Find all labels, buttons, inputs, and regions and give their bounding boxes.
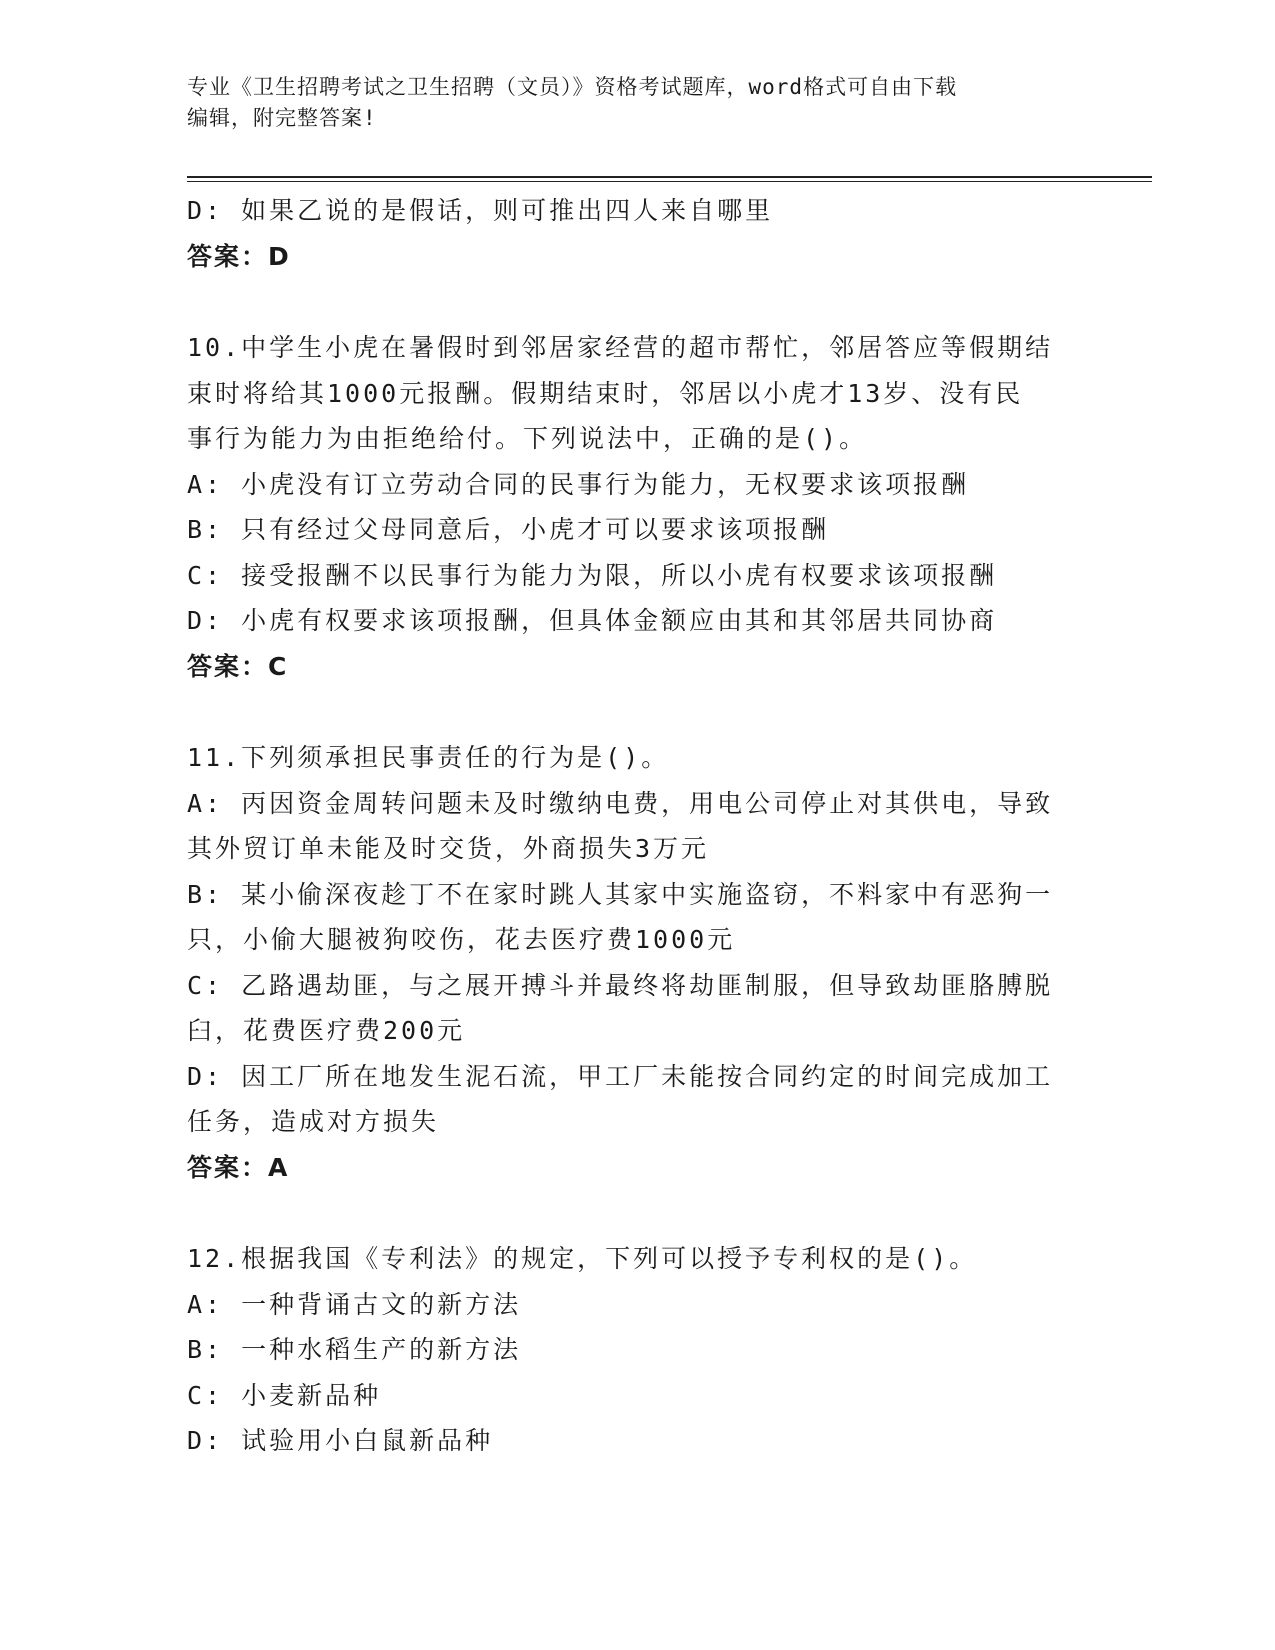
page-header <box>187 72 1067 134</box>
header-line-2: 编辑，附完整答案! <box>187 106 377 130</box>
q10-option-a: A: 小虎没有订立劳动合同的民事行为能力，无权要求该项报酬 <box>187 469 970 499</box>
q11-option-c-line-2: 臼，花费医疗费200元 <box>187 1016 466 1045</box>
q11-option-c-line-1: C: 乙路遇劫匪，与之展开搏斗并最终将劫匪制服，但导致劫匪胳膊脱 <box>187 970 1054 1000</box>
q11-option-b-line-2: 只，小偷大腿被狗咬伤，花去医疗费1000元 <box>187 925 736 954</box>
q10-stem-line-3: 事行为能力为由拒绝给付。下列说法中，正确的是()。 <box>187 424 868 453</box>
q10-stem-line-1: 10.中学生小虎在暑假时到邻居家经营的超市帮忙，邻居答应等假期结 <box>187 333 1054 362</box>
q11-option-a-line-2: 其外贸订单未能及时交货，外商损失3万元 <box>187 834 710 863</box>
q12-stem: 12.根据我国《专利法》的规定，下列可以授予专利权的是()。 <box>187 1244 978 1273</box>
q9-answer: 答案：D <box>187 241 291 271</box>
question-9 <box>187 188 1087 279</box>
question-content <box>187 188 1087 1464</box>
question-10 <box>187 325 1087 689</box>
q11-option-d-line-2: 任务，造成对方损失 <box>187 1107 440 1136</box>
q10-stem-line-2: 束时将给其1000元报酬。假期结束时，邻居以小虎才13岁、没有民 <box>187 378 1024 408</box>
header-divider-thin <box>187 181 1152 182</box>
q11-stem: 11.下列须承担民事责任的行为是()。 <box>187 743 670 772</box>
q10-option-b: B: 只有经过父母同意后，小虎才可以要求该项报酬 <box>187 515 830 544</box>
header-divider-thick <box>187 176 1152 178</box>
header-line-1: 专业《卫生招聘考试之卫生招聘（文员）》资格考试题库，word格式可自由下载 <box>187 75 958 99</box>
question-11 <box>187 735 1087 1190</box>
q11-option-d-line-1: D: 因工厂所在地发生泥石流，甲工厂未能按合同约定的时间完成加工 <box>187 1061 1054 1091</box>
q10-option-d: D: 小虎有权要求该项报酬，但具体金额应由其和其邻居共同协商 <box>187 606 998 635</box>
q12-option-d: D: 试验用小白鼠新品种 <box>187 1426 494 1455</box>
q12-option-c: C: 小麦新品种 <box>187 1380 382 1410</box>
q11-answer: 答案：A <box>187 1152 290 1182</box>
q11-option-a-line-1: A: 丙因资金周转问题未及时缴纳电费，用电公司停止对其供电，导致 <box>187 788 1054 818</box>
q12-option-a: A: 一种背诵古文的新方法 <box>187 1289 522 1319</box>
q9-option-d: D: 如果乙说的是假话，则可推出四人来自哪里 <box>187 196 774 225</box>
question-12 <box>187 1236 1087 1464</box>
q11-option-b-line-1: B: 某小偷深夜趁丁不在家时跳人其家中实施盗窃，不料家中有恶狗一 <box>187 879 1054 909</box>
q12-option-b: B: 一种水稻生产的新方法 <box>187 1335 522 1364</box>
q10-answer: 答案：C <box>187 651 289 681</box>
q10-option-c: C: 接受报酬不以民事行为能力为限，所以小虎有权要求该项报酬 <box>187 560 998 590</box>
